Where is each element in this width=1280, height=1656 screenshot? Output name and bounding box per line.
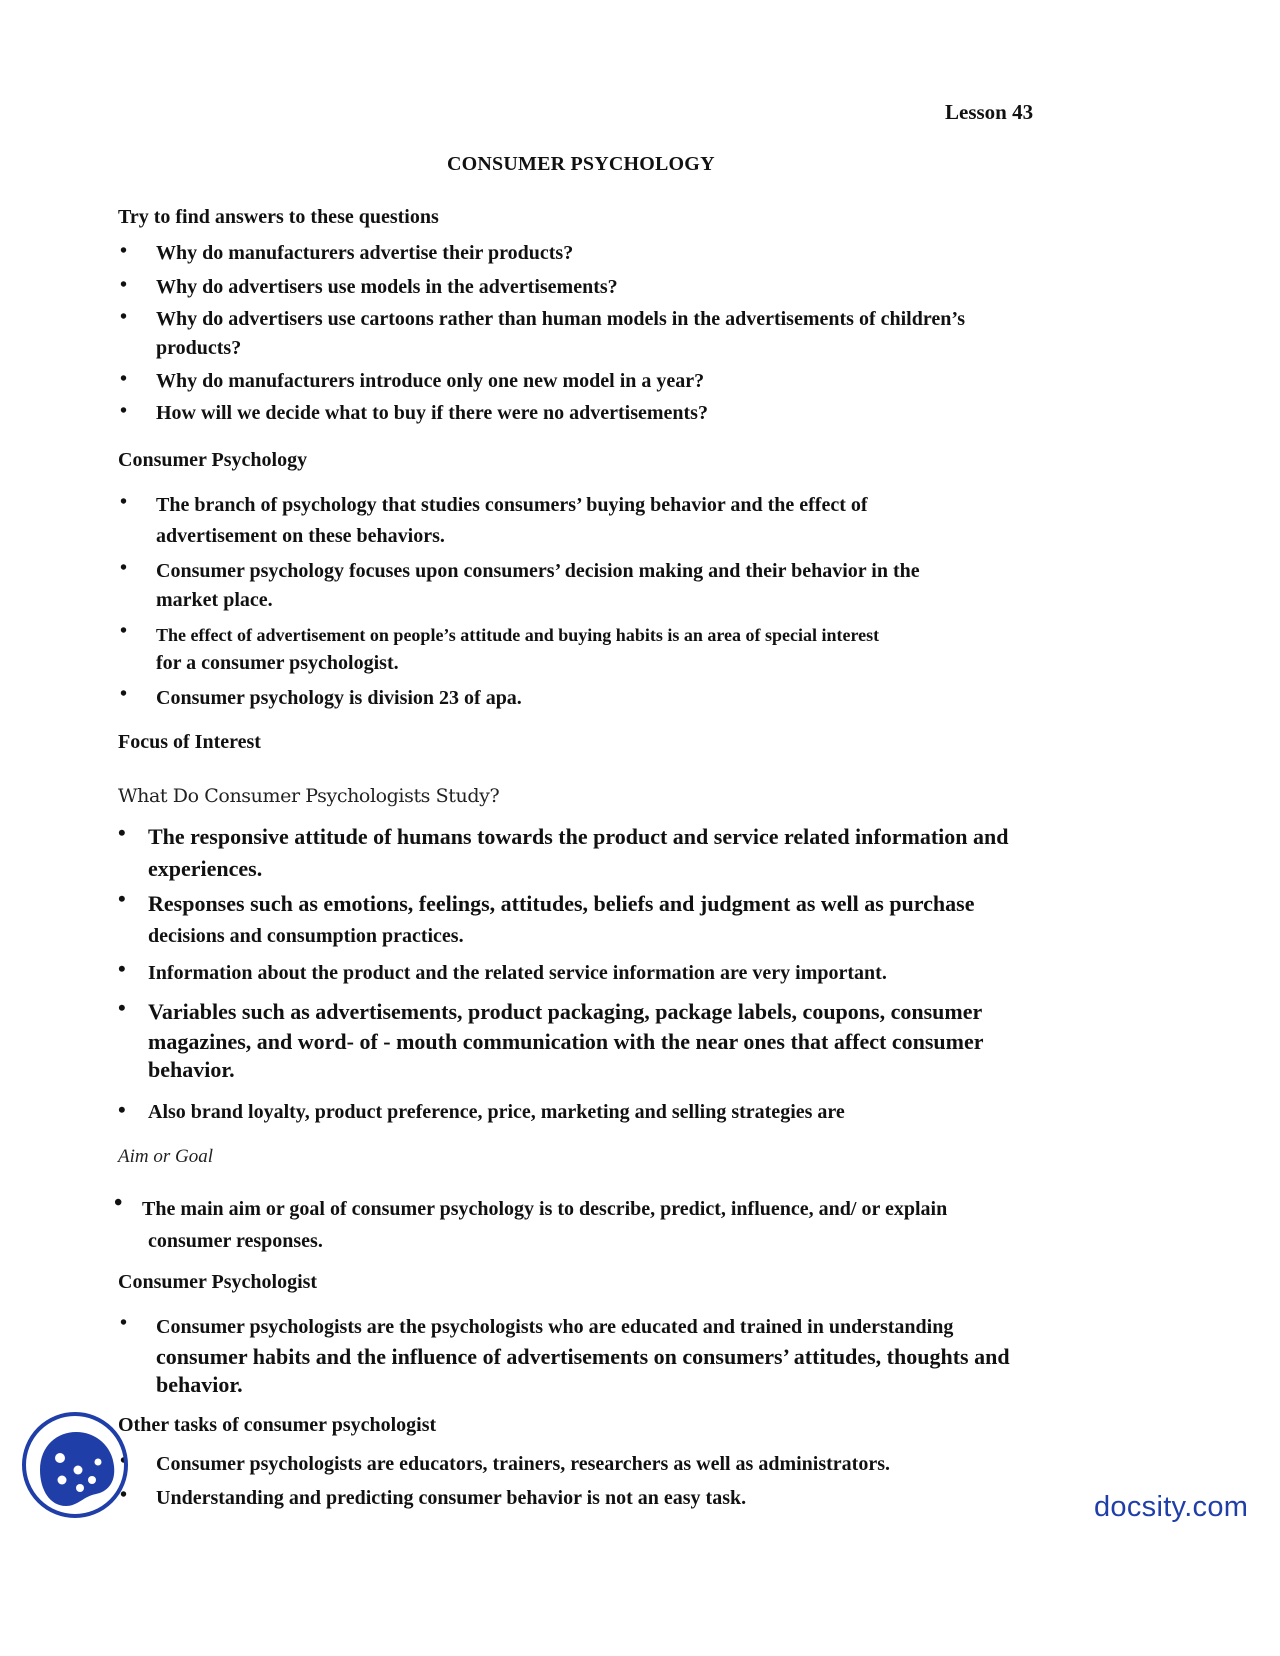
list-item-text-continued: decisions and consumption practices. — [148, 925, 464, 947]
list-item-text-continued: magazines, and word- of - mouth communication with the near ones that affect consumer — [148, 1029, 984, 1054]
list-item-text-continued: consumer habits and the influence of advertisements on consumers’ attitudes, thoughts and — [156, 1344, 1010, 1369]
list-item-text: Why do manufacturers introduce only one new model in a year? — [156, 370, 705, 392]
bullet-icon: • — [120, 491, 128, 513]
bullet-icon: • — [120, 368, 128, 390]
subheading-study: What Do Consumer Psychologists Study? — [118, 785, 500, 807]
list-item-text-continued: for a consumer psychologist. — [156, 652, 399, 674]
section-heading-aim: Aim or Goal — [118, 1146, 213, 1167]
list-item-text: Consumer psychologists are the psychologists who are educated and trained in understanding — [156, 1316, 954, 1338]
bullet-icon: • — [118, 1097, 126, 1122]
docsity-brand-link[interactable]: docsity.com — [1094, 1491, 1249, 1523]
bullet-icon: • — [120, 240, 128, 262]
bullet-icon: • — [120, 620, 128, 642]
bullet-icon: • — [120, 1450, 128, 1472]
page-title: CONSUMER PSYCHOLOGY — [447, 153, 715, 175]
list-item-text: The branch of psychology that studies consumers’ buying behavior and the effect of — [156, 494, 868, 516]
bullet-icon: • — [120, 1312, 128, 1334]
list-item-text: Why do advertisers use models in the advertisements? — [156, 276, 618, 298]
list-item-text-continued: experiences. — [148, 856, 263, 881]
list-item-text: Understanding and predicting consumer behavior is not an easy task. — [156, 1487, 747, 1509]
bullet-icon: • — [118, 886, 126, 911]
bullet-icon: • — [118, 995, 126, 1020]
section-heading-psychologist: Consumer Psychologist — [118, 1271, 318, 1293]
bullet-icon: • — [118, 820, 126, 845]
section-heading-consumer-psychology: Consumer Psychology — [118, 449, 308, 471]
section-heading-focus: Focus of Interest — [118, 731, 261, 753]
docsity-logo-icon — [20, 1410, 130, 1520]
list-item-text: Variables such as advertisements, product packaging, package labels, coupons, consumer — [148, 999, 983, 1024]
list-item-text-continued: advertisement on these behaviors. — [156, 525, 445, 547]
list-item-text: Also brand loyalty, product preference, price, marketing and selling strategies are — [148, 1101, 845, 1123]
bullet-icon: • — [120, 400, 128, 422]
lesson-number: Lesson 43 — [945, 100, 1034, 124]
bullet-icon: • — [120, 557, 128, 579]
list-item-text: Why do advertisers use cartoons rather than human models in the advertisements of children’s — [156, 308, 966, 330]
list-item-text-continued: market place. — [156, 589, 273, 611]
list-item-text-continued: behavior. — [148, 1057, 235, 1082]
list-item-text-continued: products? — [156, 337, 242, 359]
list-item-text: Consumer psychology is division 23 of apa. — [156, 687, 522, 709]
bullet-icon: • — [118, 956, 126, 981]
list-item-text: Why do manufacturers advertise their products? — [156, 242, 574, 264]
list-item-text: Responses such as emotions, feelings, attitudes, beliefs and judgment as well as purchase — [148, 891, 975, 916]
list-item-text: The main aim or goal of consumer psychology is to describe, predict, influence, and/ or explain — [142, 1198, 948, 1220]
list-item-text: Consumer psychologists are educators, trainers, researchers as well as administrators. — [156, 1453, 891, 1475]
list-item-text-continued: consumer responses. — [148, 1230, 323, 1252]
bullet-icon: • — [120, 306, 128, 328]
list-item-text: How will we decide what to buy if there were no advertisements? — [156, 402, 708, 424]
bullet-icon: • — [120, 683, 128, 705]
section-heading-questions: Try to find answers to these questions — [118, 206, 439, 228]
list-item-text-continued: behavior. — [156, 1372, 243, 1397]
list-item-text: Information about the product and the related service information are very important. — [148, 962, 887, 984]
list-item-text: The responsive attitude of humans towards the product and service related information and — [148, 824, 1009, 849]
section-heading-other-tasks: Other tasks of consumer psychologist — [118, 1414, 437, 1436]
bullet-icon: • — [114, 1190, 123, 1216]
list-item-text: The effect of advertisement on people’s attitude and buying habits is an area of special interest — [156, 625, 880, 645]
list-item-text: Consumer psychology focuses upon consumers’ decision making and their behavior in the — [156, 560, 920, 582]
bullet-icon: • — [120, 274, 128, 296]
bullet-icon: • — [120, 1484, 128, 1506]
